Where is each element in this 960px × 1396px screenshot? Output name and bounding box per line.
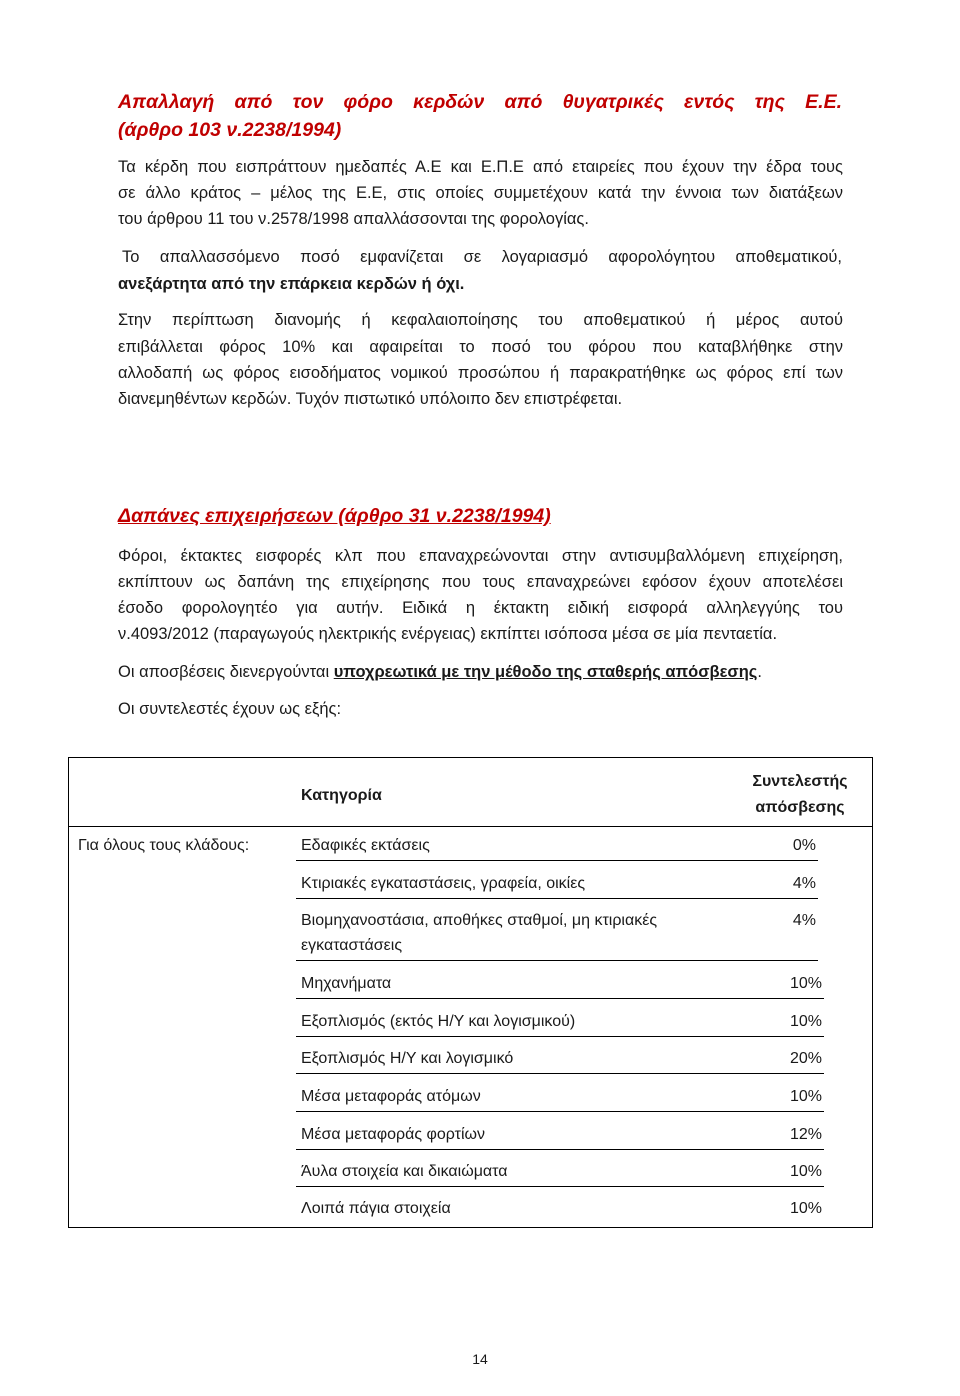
- paragraph-line: Στην περίπτωση διανομής ή κεφαλαιοποίησης του αποθεματικού ή μέρος αυτού: [118, 311, 843, 329]
- depreciation-method-line: [118, 660, 843, 685]
- table-row-category: Κτιριακές εγκαταστάσεις, γραφεία, οικίες: [301, 875, 586, 892]
- table-row-rate: 0%: [792, 837, 816, 854]
- table-row-category: Εξοπλισμός Η/Υ και λογισμικό: [301, 1050, 514, 1067]
- header-rate-line2: απόσβεσης: [755, 799, 845, 816]
- paragraph-line: Φόροι, έκτακτες εισφορές κλπ που επαναχρεώνονται στην αντισυμβαλλόμενη επιχείρηση,: [118, 547, 843, 565]
- paragraph-line: διανεμηθέντων κερδών. Τυχόν πιστωτικό υπόλοιπο δεν επιστρέφεται.: [118, 390, 623, 408]
- paragraph-line: αλλοδαπή ως φόρος εισοδήματος νομικού προσώπου ή παρακρατήθηκε ως φόρος επί των: [118, 364, 843, 382]
- table-row-category: Μέσα μεταφοράς φορτίων: [301, 1126, 486, 1143]
- table-row-category: Εξοπλισμός (εκτός Η/Υ και λογισμικού): [301, 1013, 576, 1030]
- table-row-rate: 10%: [789, 975, 822, 992]
- header-category: Κατηγορία: [301, 787, 382, 804]
- paragraph-line: έσοδο φορολογητέο για αυτήν. Ειδικά η έκτακτη ειδική εισφορά αλληλεγγύης του: [118, 599, 843, 617]
- table-row-rate: 12%: [789, 1126, 822, 1143]
- paragraph-bold-line: ανεξάρτητα από την επάρκεια κερδών ή όχι.: [118, 275, 465, 293]
- row-underline: [296, 1149, 824, 1150]
- paragraph-line: Τα κέρδη που εισπράττουν ημεδαπές Α.Ε και Ε.Π.Ε από εταιρείες που έχουν την έδρα τους: [118, 158, 843, 176]
- section-title-article: (άρθρο 103 ν.2238/1994): [118, 119, 342, 141]
- table-row-category: Εδαφικές εκτάσεις: [301, 837, 430, 854]
- text-prefix: Οι αποσβέσεις διενεργούνται: [118, 663, 334, 681]
- table-row-rate: 10%: [789, 1013, 822, 1030]
- row-underline: [296, 898, 818, 899]
- table-row-rate: 10%: [789, 1163, 822, 1180]
- row-underline: [296, 1111, 824, 1112]
- emphasis-text: υποχρεωτικά με την μέθοδο της σταθερής απόσβεσης: [333, 663, 758, 681]
- table-row-category: Βιομηχανοστάσια, αποθήκες σταθμοί, μη κτιριακές: [301, 912, 658, 929]
- table-row-category-continued: εγκαταστάσεις: [301, 937, 403, 954]
- paragraph-line: Οι συντελεστές έχουν ως εξής:: [118, 700, 342, 718]
- row-underline: [296, 998, 824, 999]
- table-row-rate: 20%: [789, 1050, 822, 1067]
- table-row-rate: 4%: [792, 875, 816, 892]
- row-underline: [296, 1036, 824, 1037]
- paragraph-line: Το απαλλασσόμενο ποσό εμφανίζεται σε λογαριασμό αφορολόγητου αποθεματικού,: [122, 248, 842, 266]
- table-row-rate: 10%: [789, 1088, 822, 1105]
- section-heading: Δαπάνες επιχειρήσεων (άρθρο 31 ν.2238/1994): [118, 505, 551, 527]
- paragraph-line: ν.4093/2012 (παραγωγούς ηλεκτρικής ενέργειας) εκπίπτει ισόποσα μέσα σε μία πενταετία.: [118, 625, 778, 643]
- row-underline: [296, 1073, 824, 1074]
- section-title: Απαλλαγή από τον φόρο κερδών από θυγατρικές εντός της Ε.Ε.: [118, 91, 842, 113]
- table-row-rate: 4%: [792, 912, 816, 929]
- row-underline: [296, 960, 818, 961]
- page-number: 14: [472, 1351, 488, 1367]
- table-row-category: Άυλα στοιχεία και δικαιώματα: [301, 1163, 508, 1180]
- table-header-rule: [68, 826, 873, 827]
- row-underline: [296, 1186, 824, 1187]
- table-row-category: Μηχανήματα: [301, 975, 392, 992]
- paragraph-line: σε άλλο κράτος – μέλος της Ε.Ε, στις οποίες συμμετέχουν κατά την έννοια των διατάξεων: [118, 184, 843, 202]
- table-row-rate: 10%: [789, 1200, 822, 1217]
- paragraph-line: εκπίπτουν ως δαπάνη της επιχείρησης που τους επαναχρεώνει εφόσον έχουν αποτελέσει: [118, 573, 843, 591]
- row-group-label: Για όλους τους κλάδους:: [78, 837, 250, 854]
- paragraph-line: του άρθρου 11 του ν.2578/1998 απαλλάσσονται της φορολογίας.: [118, 210, 589, 228]
- header-rate-line1: Συντελεστής: [752, 773, 848, 790]
- table-row-category: Λοιπά πάγια στοιχεία: [301, 1200, 451, 1217]
- text-suffix: .: [757, 663, 762, 681]
- table-row-category: Μέσα μεταφοράς ατόμων: [301, 1088, 481, 1105]
- row-underline: [296, 860, 818, 861]
- paragraph-line: επιβάλλεται φόρος 10% και αφαιρείται το ποσό του φόρου που καταβλήθηκε στην: [118, 338, 843, 356]
